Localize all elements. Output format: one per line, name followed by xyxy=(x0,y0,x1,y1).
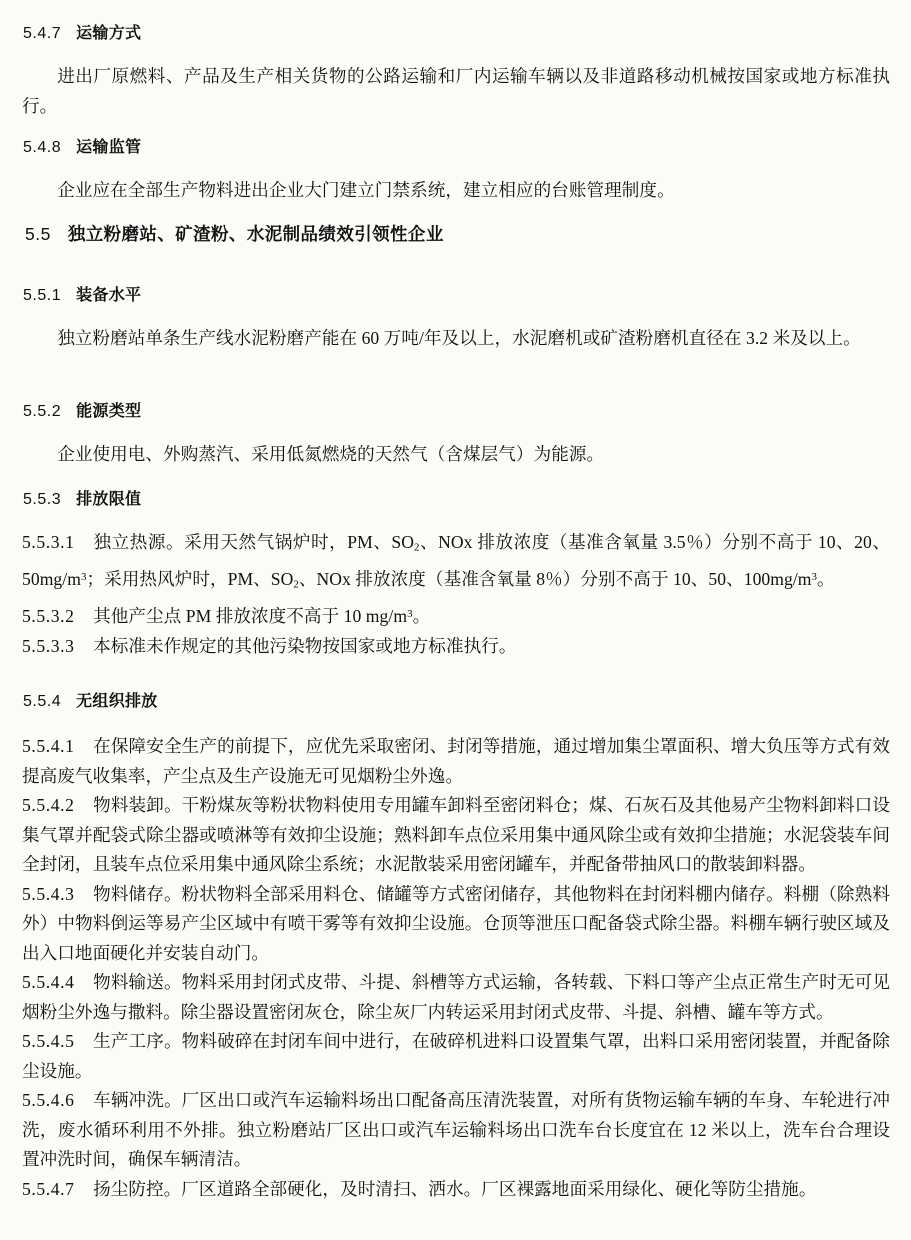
clause-number: 5.5.4.3 xyxy=(22,883,75,904)
heading-5-4-7 xyxy=(22,26,890,42)
clause-text: 物料输送。物料采用封闭式皮带、斗提、斜槽等方式运输，各转载、下料口等产尘点正常生产时无可见烟粉尘外逸与撒料。除尘器设置密闭灰仓，除尘灰厂内转运采用封闭式皮带、斗提、斜槽、罐车等方式。 xyxy=(22,972,890,1022)
clause-number: 5.5.4.2 xyxy=(22,795,75,815)
clause-list-5-5-3 xyxy=(22,528,890,661)
heading-number: 5.5.2 xyxy=(23,403,62,420)
clause-number: 5.5.3.2 xyxy=(22,606,75,627)
clause-5-5-4-6 xyxy=(22,1086,890,1175)
heading-5-5-2 xyxy=(22,404,890,420)
clause-5-5-3-1 xyxy=(22,528,890,600)
clause-5-5-3-3 xyxy=(22,632,890,662)
clause-text: 物料装卸。干粉煤灰等粉状物料使用专用罐车卸料至密闭料仓；煤、石灰石及其他易产尘物料卸料口设集气罩并配袋式除尘器或喷淋等有效抑尘设施；熟料卸车点位采用集中通风除尘或有效抑尘措施；水泥袋装车间全封闭，且装车点位采用集中通风除尘系统；水泥散装采用密闭罐车，并配备带抽风口的散装卸料器。 xyxy=(22,795,890,874)
clause-5-5-4-5 xyxy=(22,1027,890,1086)
heading-number: 5.5 xyxy=(25,224,51,244)
heading-text: 排放限值 xyxy=(76,491,142,508)
clause-text: ；采用热风炉时，PM、SO xyxy=(86,569,294,590)
clause-number: 5.5.4.6 xyxy=(22,1090,75,1110)
heading-5-5-3 xyxy=(22,492,890,508)
clause-list-5-5-4 xyxy=(22,732,890,1204)
heading-text: 运输监管 xyxy=(76,139,142,156)
clause-text: 本标准未作规定的其他污染物按国家或地方标准执行。 xyxy=(93,635,517,656)
superscript: 3 xyxy=(80,570,87,583)
paragraph-text: 进出厂原燃料、产品及生产相关货物的公路运输和厂内运输车辆以及非道路移动机械按国家或地方标准执行。 xyxy=(22,66,890,116)
clause-text: 在保障安全生产的前提下，应优先采取密闭、封闭等措施，通过增加集尘罩面积、增大负压等方式有效提高废气收集率，产尘点及生产设施无可见烟粉尘外逸。 xyxy=(22,736,890,786)
paragraph-5-5-2 xyxy=(22,440,890,470)
paragraph-text: 独立粉磨站单条生产线水泥粉磨产能在 60 万吨/年及以上，水泥磨机或矿渣粉磨机直径在 3.2 米及以上。 xyxy=(57,328,861,348)
heading-text: 独立粉磨站、矿渣粉、水泥制品绩效引领性企业 xyxy=(67,224,444,244)
heading-text: 无组织排放 xyxy=(76,693,158,710)
clause-5-5-4-2 xyxy=(22,791,890,880)
superscript: 3 xyxy=(811,570,818,583)
paragraph-text: 企业使用电、外购蒸汽、采用低氮燃烧的天然气（含煤层气）为能源。 xyxy=(57,444,605,464)
clause-number: 5.5.4.7 xyxy=(22,1178,75,1199)
subscript: 2 xyxy=(293,578,299,591)
clause-number: 5.5.3.3 xyxy=(22,635,75,656)
subscript: 2 xyxy=(413,541,420,554)
paragraph-5-4-7 xyxy=(22,62,890,121)
heading-5-5 xyxy=(22,226,890,244)
clause-text: 。 xyxy=(817,569,835,590)
heading-5-5-4 xyxy=(22,694,890,710)
clause-text: 扬尘防控。厂区道路全部硬化，及时清扫、洒水。厂区裸露地面采用绿化、硬化等防尘措施。 xyxy=(93,1178,817,1199)
heading-number: 5.4.7 xyxy=(23,25,62,42)
clause-5-5-4-7 xyxy=(22,1175,890,1205)
heading-5-4-8 xyxy=(22,140,890,156)
heading-text: 装备水平 xyxy=(76,287,142,304)
heading-text: 能源类型 xyxy=(76,403,142,420)
clause-5-5-3-2 xyxy=(22,600,890,632)
heading-text: 运输方式 xyxy=(76,25,142,42)
clause-5-5-4-1 xyxy=(22,732,890,791)
clause-text: 其他产尘点 PM 排放浓度不高于 10 mg/m xyxy=(93,606,408,627)
heading-5-5-1 xyxy=(22,288,890,304)
heading-number: 5.5.3 xyxy=(23,491,62,508)
heading-number: 5.4.8 xyxy=(23,139,62,156)
paragraph-text: 企业应在全部生产物料进出企业大门建立门禁系统，建立相应的台账管理制度。 xyxy=(57,180,675,200)
heading-number: 5.5.4 xyxy=(23,693,62,710)
clause-5-5-4-3 xyxy=(22,880,890,969)
paragraph-5-5-1 xyxy=(22,324,890,354)
clause-text: 、NOx 排放浓度（基准含氧量 8％）分别不高于 10、50、100mg/m xyxy=(298,569,812,590)
clause-number: 5.5.4.1 xyxy=(22,736,75,756)
clause-text: 独立热源。采用天然气锅炉时，PM、SO xyxy=(93,532,414,552)
clause-number: 5.5.4.5 xyxy=(22,1031,75,1051)
clause-text: 物料储存。粉状物料全部采用料仓、储罐等方式密闭储存，其他物料在封闭料棚内储存。料棚（除熟料外）中物料倒运等易产尘区域中有喷干雾等有效抑尘设施。仓顶等泄压口配备袋式除尘器。料棚车辆行驶区域及出入口地面硬化并安装自动门。 xyxy=(22,883,890,963)
clause-text: 。 xyxy=(412,606,431,627)
paragraph-5-4-8 xyxy=(22,176,890,206)
clause-number: 5.5.3.1 xyxy=(22,532,75,552)
clause-text: 车辆冲洗。厂区出口或汽车运输料场出口配备高压清洗装置，对所有货物运输车辆的车身、车轮进行冲洗，废水循环利用不外排。独立粉磨站厂区出口或汽车运输料场出口洗车台长度宜在 12 米以上，洗车台合理设置冲洗时间，确保车辆清洁。 xyxy=(22,1090,890,1169)
clause-number: 5.5.4.4 xyxy=(22,972,75,992)
clause-text: 、NOx 排放浓度（基准含氧量 3.5％）分别不高于 10、20、50mg/m xyxy=(22,532,890,590)
clause-5-5-4-4 xyxy=(22,968,890,1027)
heading-number: 5.5.1 xyxy=(23,287,62,304)
superscript: 3 xyxy=(407,608,413,621)
clause-text: 生产工序。物料破碎在封闭车间中进行，在破碎机进料口设置集气罩，出料口采用密闭装置，并配备除尘设施。 xyxy=(22,1031,890,1081)
